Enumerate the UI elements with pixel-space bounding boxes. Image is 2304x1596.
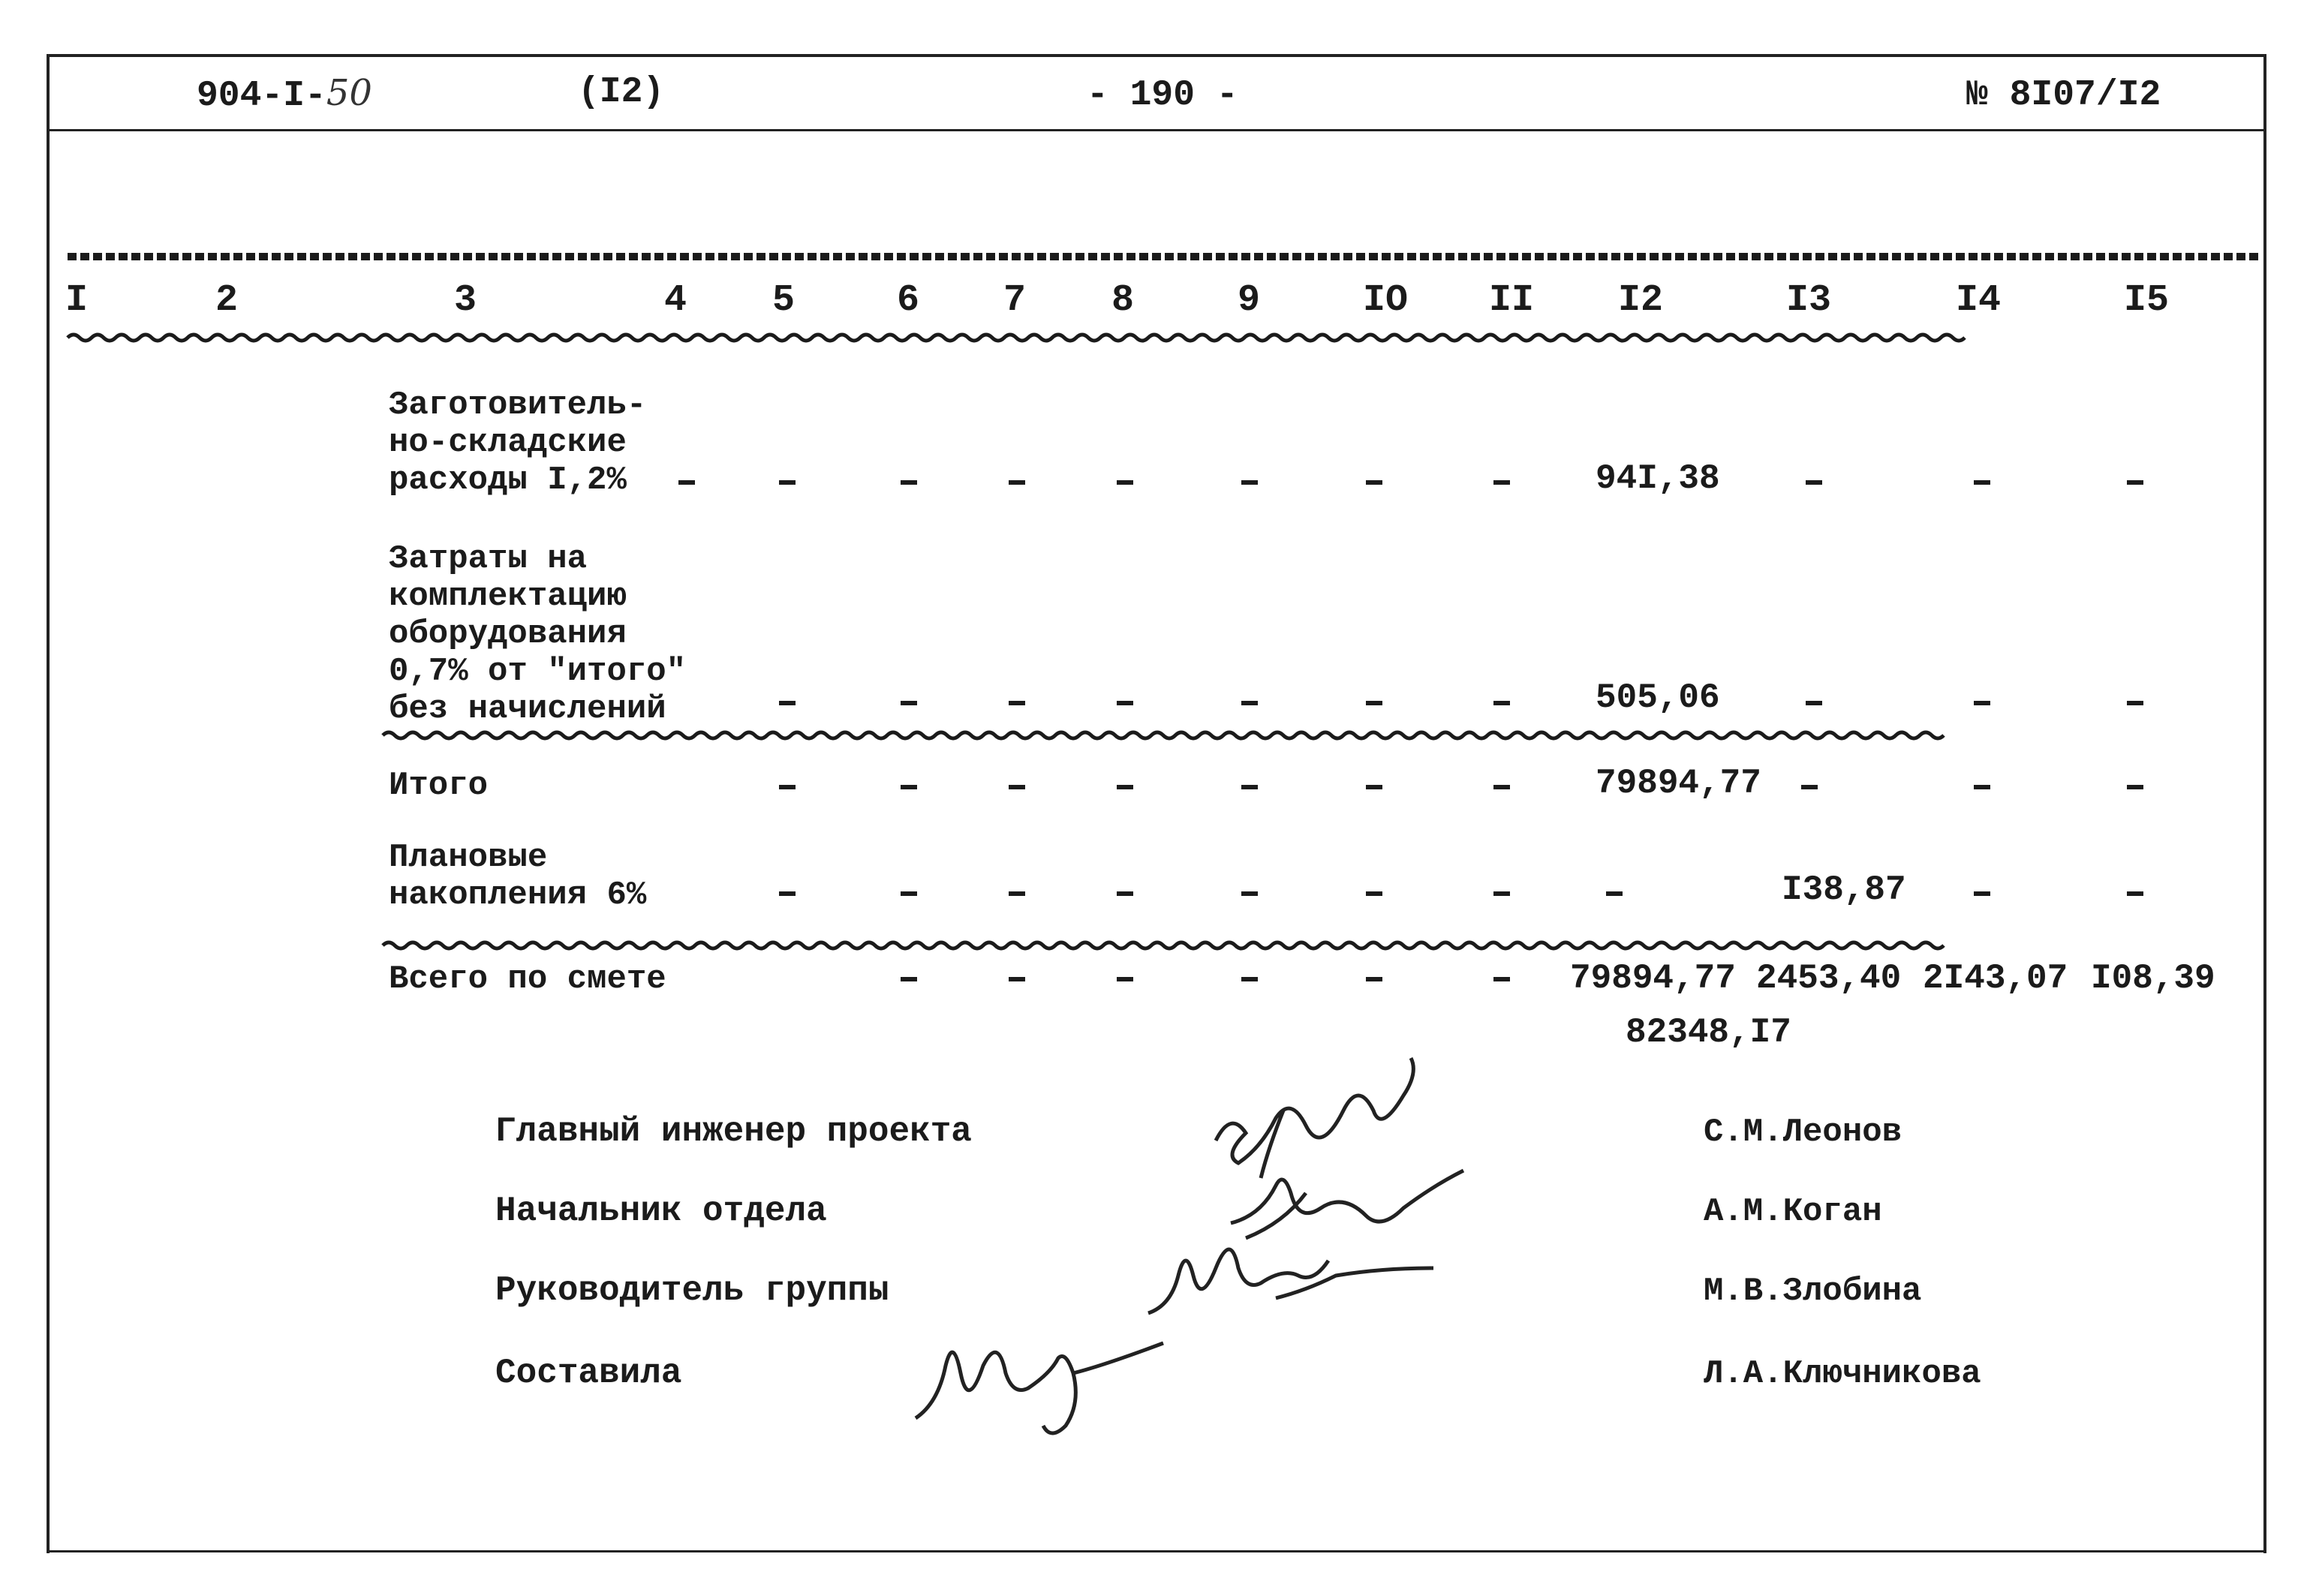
row4-c13: I38,87 (1782, 870, 1906, 909)
row4-label-line: накопления 6% (389, 876, 647, 914)
empty-cell-dash (779, 891, 796, 896)
part-number: (I2) (578, 72, 665, 113)
empty-cell-dash (2127, 701, 2143, 705)
empty-cell-dash (1009, 977, 1025, 981)
empty-cell-dash (1493, 977, 1510, 981)
empty-cell-dash (901, 480, 917, 485)
sig-name-chief-engineer: С.М.Леонов (1704, 1114, 1902, 1151)
col-num-11: II (1488, 279, 1535, 322)
row5-c13: 2453,40 (1756, 959, 1902, 998)
row5-label: Всего по смете (389, 960, 666, 998)
row2-label (389, 540, 686, 728)
empty-cell-dash (1493, 701, 1510, 705)
empty-cell-dash (1606, 891, 1623, 896)
empty-cell-dash (2127, 891, 2143, 896)
col-num-1: I (65, 279, 89, 322)
empty-cell-dash (779, 701, 796, 705)
col-num-12: I2 (1617, 279, 1664, 322)
row5-c12: 79894,77 (1570, 959, 1736, 998)
row3-c12: 79894,77 (1596, 764, 1761, 803)
empty-cell-dash (1241, 891, 1258, 896)
empty-cell-dash (1493, 891, 1510, 896)
row5-total: 82348,I7 (1626, 1013, 1791, 1052)
empty-cell-dash (1974, 785, 1990, 789)
row1-c12: 94I,38 (1596, 459, 1720, 498)
col-num-4: 4 (663, 279, 687, 322)
empty-cell-dash (779, 785, 796, 789)
row2-label-line: комплектацию (389, 578, 627, 615)
frame-right (2263, 54, 2266, 1553)
doc-code (197, 72, 372, 116)
signature-dept-head (1223, 1163, 1478, 1246)
empty-cell-dash (1009, 480, 1025, 485)
wavy-rule-header (68, 330, 2259, 345)
col-num-8: 8 (1111, 279, 1135, 322)
col-num-13: I3 (1785, 279, 1832, 322)
doc-code-handwritten: 50 (326, 72, 372, 114)
empty-cell-dash (2127, 480, 2143, 485)
empty-cell-dash (1974, 701, 1990, 705)
empty-cell-dash (1366, 480, 1382, 485)
empty-cell-dash (1009, 891, 1025, 896)
row4-label (389, 839, 646, 914)
frame-left (47, 54, 50, 1553)
empty-cell-dash (1801, 785, 1818, 789)
row2-label-line: оборудования (389, 615, 627, 653)
row1-label (389, 386, 646, 499)
frame-top (47, 54, 2266, 57)
col-num-10: IO (1362, 279, 1409, 322)
col-num-5: 5 (772, 279, 796, 322)
empty-cell-dash (1241, 785, 1258, 789)
empty-cell-dash (1806, 480, 1822, 485)
empty-cell-dash (1241, 701, 1258, 705)
signature-group-lead (1141, 1238, 1441, 1328)
frame-bottom (47, 1550, 2266, 1552)
empty-cell-dash (1117, 977, 1133, 981)
empty-cell-dash (1117, 891, 1133, 896)
empty-cell-dash (1974, 480, 1990, 485)
sig-title-group-lead: Руководитель группы (495, 1271, 889, 1310)
empty-cell-dash (1974, 891, 1990, 896)
document-number: № 8I07/I2 (1966, 75, 2161, 116)
sig-name-compiler: Л.А.Ключникова (1704, 1355, 1981, 1393)
empty-cell-dash (1009, 785, 1025, 789)
empty-cell-dash (1241, 480, 1258, 485)
row2-label-line: 0,7% от "итого" (389, 653, 687, 690)
row1-label-line: Заготовитель- (389, 386, 647, 424)
sig-title-chief-engineer: Главный инженер проекта (495, 1112, 972, 1151)
header-divider (47, 129, 2266, 131)
row1-label-line: расходы I,2% (389, 461, 627, 499)
empty-cell-dash (901, 785, 917, 789)
signature-compiler (908, 1328, 1178, 1433)
column-header-top-rule (68, 252, 2259, 263)
empty-cell-dash (901, 977, 917, 981)
empty-cell-dash (1241, 977, 1258, 981)
sig-title-dept-head: Начальник отдела (495, 1192, 827, 1231)
col-num-7: 7 (1003, 279, 1027, 322)
empty-cell-dash (1493, 785, 1510, 789)
col-num-9: 9 (1237, 279, 1261, 322)
row2-label-line: без начислений (389, 690, 666, 728)
row5-c15: I08,39 (2091, 959, 2215, 998)
row2-c12: 505,06 (1596, 678, 1720, 717)
empty-cell-dash (1117, 480, 1133, 485)
sig-name-group-lead: М.В.Злобина (1704, 1273, 1922, 1310)
empty-cell-dash (1493, 480, 1510, 485)
row3-label: Итого (389, 767, 489, 804)
sig-name-dept-head: А.М.Коган (1704, 1193, 1882, 1231)
col-num-14: I4 (1955, 279, 2002, 322)
empty-cell-dash (901, 891, 917, 896)
empty-cell-dash (678, 480, 695, 485)
empty-cell-dash (1117, 785, 1133, 789)
empty-cell-dash (1366, 785, 1382, 789)
empty-cell-dash (2127, 785, 2143, 789)
sig-title-compiler: Составила (495, 1354, 682, 1393)
empty-cell-dash (1366, 891, 1382, 896)
wavy-rule-after-r2 (383, 728, 2259, 743)
doc-code-prefix: 904-I- (197, 76, 326, 116)
row5-c14: 2I43,07 (1923, 959, 2068, 998)
col-num-6: 6 (896, 279, 920, 322)
empty-cell-dash (901, 701, 917, 705)
empty-cell-dash (1806, 701, 1822, 705)
row4-label-line: Плановые (389, 839, 548, 876)
empty-cell-dash (779, 480, 796, 485)
col-num-3: 3 (453, 279, 477, 322)
empty-cell-dash (1366, 701, 1382, 705)
row1-label-line: но-складские (389, 424, 627, 461)
page-number: - 190 - (1087, 75, 1238, 116)
empty-cell-dash (1009, 701, 1025, 705)
empty-cell-dash (1366, 977, 1382, 981)
row2-label-line: Затраты на (389, 540, 588, 578)
col-num-2: 2 (215, 279, 239, 322)
empty-cell-dash (1117, 701, 1133, 705)
wavy-rule-before-total (383, 938, 2259, 953)
col-num-15: I5 (2123, 279, 2170, 322)
